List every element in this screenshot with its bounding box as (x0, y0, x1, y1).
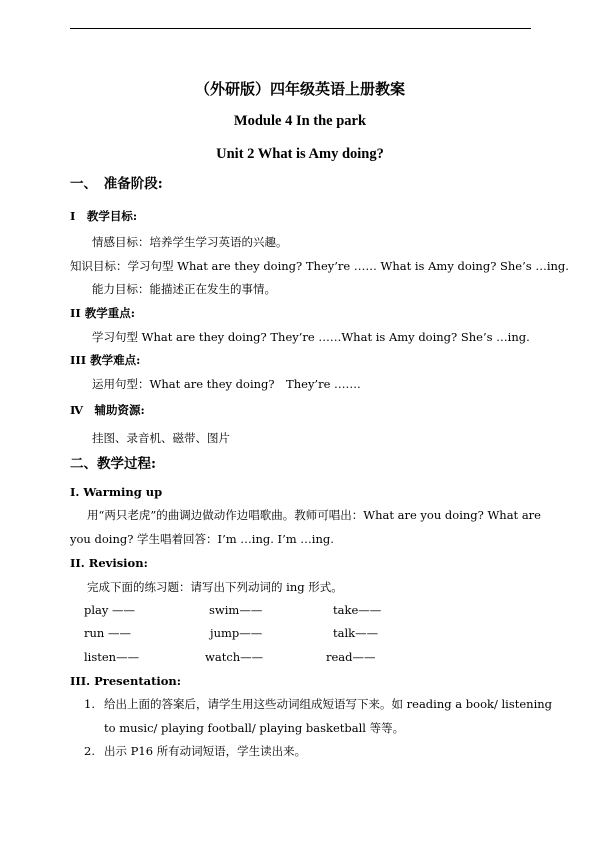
module-title: Module 4 In the park (233, 113, 367, 129)
warmup-line-1: 用“两只老虎”的曲调边做动作边唱歌曲。教师可唱出：What are you doing? What are (87, 508, 541, 522)
difficult-points-heading: III 教学难点: (70, 353, 141, 367)
resources-text: 挂图、录音机、磁带、图片 (92, 431, 230, 445)
presentation-item-1-line-1: 给出上面的答案后，请学生用这些动词组成短语写下来。如 reading a book/ listening (104, 697, 553, 711)
header-rule (70, 28, 531, 29)
verb-run: run —— (84, 626, 131, 640)
goal-emotion: 情感目标：培养学生学习英语的兴趣。 (92, 235, 288, 249)
unit-title: Unit 2 What is Amy doing? (216, 146, 384, 162)
verb-listen: listen—— (84, 650, 140, 664)
revision-heading: II. Revision: (70, 556, 148, 570)
warmup-line-2: you doing? 学生唱着回答：I’m …ing. I’m …ing. (70, 532, 334, 546)
presentation-item-2-line-1: 出示 P16 所有动词短语，学生读出来。 (104, 744, 307, 758)
verb-play: play —— (84, 603, 136, 617)
verb-talk: talk—— (333, 626, 379, 640)
verb-swim: swim—— (209, 603, 263, 617)
verb-jump: jump—— (210, 626, 263, 640)
presentation-item-2-number: 2. (84, 744, 95, 758)
resources-heading: Ⅳ 辅助资源: (70, 403, 145, 417)
verb-take: take—— (333, 603, 382, 617)
verb-watch: watch—— (205, 650, 264, 664)
goals-heading: Ⅰ 教学目标: (70, 209, 138, 223)
presentation-heading: III. Presentation: (70, 674, 182, 688)
section-process-heading: 二、教学过程: (70, 456, 156, 472)
presentation-item-1-number: 1. (84, 697, 95, 711)
key-points-text: 学习句型 What are they doing? They’re ……What is Amy doing? She’s …ing. (92, 330, 530, 344)
goal-ability: 能力目标：能描述正在发生的事情。 (92, 282, 276, 296)
key-points-heading: II 教学重点: (70, 306, 136, 320)
warmup-heading: I. Warming up (70, 485, 163, 499)
verb-read: read—— (326, 650, 376, 664)
presentation-item-1-line-2: to music/ playing football/ playing basketball 等等。 (104, 721, 405, 735)
page-title: （外研版）四年级英语上册教案 (194, 80, 405, 98)
revision-text: 完成下面的练习题：请写出下列动词的 ing 形式。 (87, 580, 343, 594)
goal-knowledge: 知识目标：学习句型 What are they doing? They’re …… What is Amy doing? She’s …ing. (70, 259, 569, 273)
difficult-points-text: 运用句型：What are they doing? They’re ……. (92, 377, 361, 391)
section-prep-heading: 一、 准备阶段: (70, 176, 163, 192)
